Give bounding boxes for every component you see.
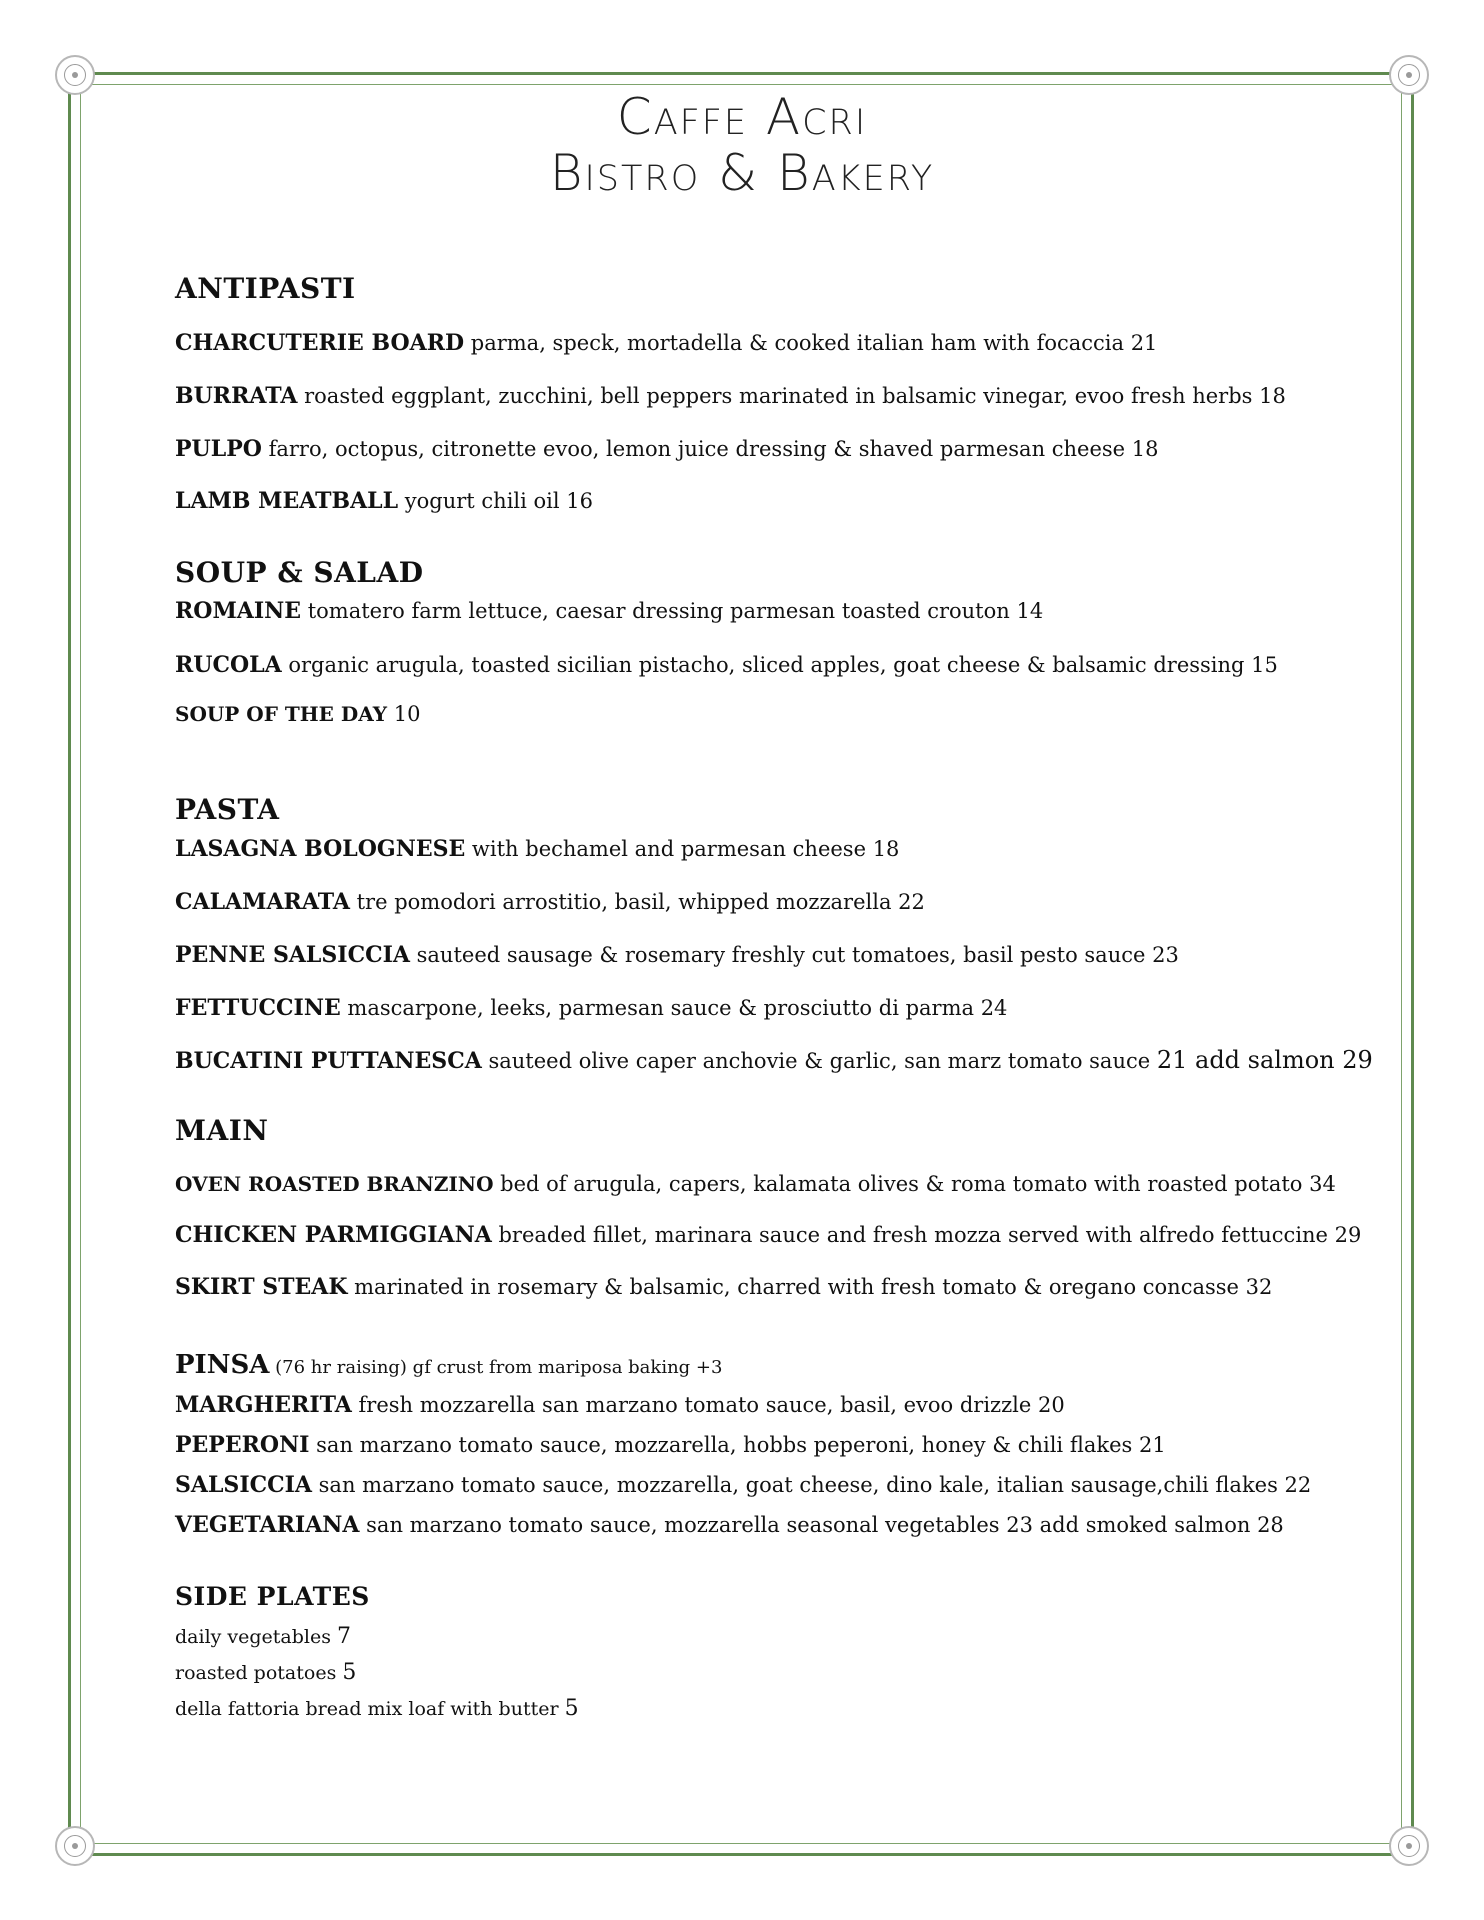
item-name: OVEN ROASTED BRANZINO bbox=[175, 1172, 494, 1196]
item-name: RUCOLA bbox=[175, 652, 282, 678]
item-price: 5 bbox=[564, 1696, 579, 1721]
item-description: tomatero farm lettuce, caesar dressing parmesan toasted crouton 14 bbox=[301, 599, 1044, 623]
item-description: fresh mozzarella san marzano tomato sauce, basil, evoo drizzle 20 bbox=[351, 1393, 1065, 1417]
menu-item bbox=[175, 436, 1159, 462]
item-description: yogurt chili oil 16 bbox=[398, 489, 593, 513]
menu-item bbox=[175, 1046, 1373, 1074]
item-name: daily vegetables bbox=[175, 1626, 338, 1648]
item-name: BURRATA bbox=[175, 383, 298, 409]
item-name: FETTUCCINE bbox=[175, 995, 341, 1021]
corner-ornament-icon bbox=[1389, 1826, 1429, 1866]
item-name: VEGETARIANA bbox=[175, 1512, 360, 1538]
item-name: SOUP OF THE DAY bbox=[175, 702, 388, 726]
restaurant-name: Caffe Acri bbox=[616, 88, 868, 146]
item-description: san marzano tomato sauce, mozzarella seasonal vegetables 23 add smoked salmon 28 bbox=[359, 1513, 1284, 1537]
menu-item bbox=[175, 330, 1157, 356]
item-description: sauteed sausage & rosemary freshly cut tomatoes, basil pesto sauce 23 bbox=[409, 943, 1179, 967]
section-heading-main: MAIN bbox=[175, 1114, 269, 1147]
menu-item bbox=[175, 1274, 1272, 1300]
item-name: MARGHERITA bbox=[175, 1392, 352, 1418]
section-heading-soup-salad: SOUP & SALAD bbox=[175, 556, 424, 589]
item-description: tre pomodori arrostitio, basil, whipped mozzarella 22 bbox=[349, 890, 925, 914]
section-heading-pasta: PASTA bbox=[175, 793, 280, 826]
menu-item bbox=[175, 1472, 1311, 1498]
menu-item bbox=[175, 1172, 1336, 1196]
pinsa-heading: PINSA bbox=[175, 1350, 270, 1380]
item-name: PEPERONI bbox=[175, 1432, 310, 1458]
item-description: organic arugula, toasted sicilian pistacho, sliced apples, goat cheese & balsamic dressing 15 bbox=[281, 653, 1278, 677]
item-description: bed of arugula, capers, kalamata olives & roma tomato with roasted potato 34 bbox=[493, 1172, 1336, 1196]
menu-item bbox=[175, 383, 1286, 409]
section-heading-pinsa bbox=[175, 1350, 722, 1380]
restaurant-subtitle: Bistro & Bakery bbox=[549, 144, 935, 202]
menu-item bbox=[175, 488, 593, 514]
menu-item bbox=[175, 1624, 351, 1649]
menu-item bbox=[175, 1222, 1361, 1248]
corner-ornament-icon bbox=[55, 1826, 95, 1866]
menu-item bbox=[175, 889, 925, 915]
pinsa-note: (76 hr raising) gf crust from mariposa baking +3 bbox=[269, 1357, 723, 1378]
item-description: san marzano tomato sauce, mozzarella, goat cheese, dino kale, italian sausage,chili flakes 22 bbox=[311, 1473, 1312, 1497]
item-name: SKIRT STEAK bbox=[175, 1274, 348, 1300]
menu-item bbox=[175, 1512, 1284, 1538]
item-description: 10 bbox=[387, 702, 421, 726]
menu-item bbox=[175, 995, 1007, 1021]
item-name: ROMAINE bbox=[175, 598, 302, 624]
item-description: sauteed olive caper anchovie & garlic, san marz tomato sauce bbox=[481, 1049, 1157, 1073]
item-description: roasted eggplant, zucchini, bell peppers marinated in balsamic vinegar, evoo fresh herbs 18 bbox=[297, 384, 1286, 408]
item-description: with bechamel and parmesan cheese 18 bbox=[465, 837, 900, 861]
menu-item bbox=[175, 1696, 579, 1721]
item-name: LASAGNA BOLOGNESE bbox=[175, 836, 466, 862]
item-name: BUCATINI PUTTANESCA bbox=[175, 1048, 482, 1074]
menu-item bbox=[175, 598, 1043, 624]
item-name: LAMB MEATBALL bbox=[175, 488, 399, 514]
item-description: san marzano tomato sauce, mozzarella, hobbs peperoni, honey & chili flakes 21 bbox=[309, 1433, 1166, 1457]
item-name: della fattoria bread mix loaf with butter bbox=[175, 1698, 565, 1720]
item-name: CALAMARATA bbox=[175, 889, 350, 915]
section-heading-side-plates: SIDE PLATES bbox=[175, 1582, 370, 1611]
item-description: mascarpone, leeks, parmesan sauce & prosciutto di parma 24 bbox=[340, 996, 1008, 1020]
item-name: PULPO bbox=[175, 436, 262, 462]
item-name: CHARCUTERIE BOARD bbox=[175, 330, 465, 356]
item-name: PENNE SALSICCIA bbox=[175, 942, 410, 968]
item-name: CHICKEN PARMIGGIANA bbox=[175, 1222, 492, 1248]
item-price: 7 bbox=[337, 1624, 352, 1649]
item-name: SALSICCIA bbox=[175, 1472, 312, 1498]
item-description: farro, octopus, citronette evoo, lemon juice dressing & shaved parmesan cheese 18 bbox=[261, 437, 1159, 461]
menu-item bbox=[175, 942, 1179, 968]
item-description: breaded fillet, marinara sauce and fresh mozza served with alfredo fettuccine 29 bbox=[491, 1223, 1362, 1247]
menu-item bbox=[175, 1432, 1166, 1458]
section-heading-antipasti: ANTIPASTI bbox=[175, 272, 356, 305]
item-price: 5 bbox=[342, 1660, 357, 1685]
item-name: roasted potatoes bbox=[175, 1662, 343, 1684]
menu-item bbox=[175, 1392, 1065, 1418]
menu-item bbox=[175, 836, 899, 862]
menu-item bbox=[175, 1660, 356, 1685]
item-price: 21 add salmon 29 bbox=[1156, 1046, 1373, 1074]
item-description: parma, speck, mortadella & cooked italian ham with focaccia 21 bbox=[464, 331, 1158, 355]
menu-item bbox=[175, 652, 1278, 678]
item-description: marinated in rosemary & balsamic, charred with fresh tomato & oregano concasse 32 bbox=[347, 1275, 1273, 1299]
menu-item bbox=[175, 702, 420, 726]
